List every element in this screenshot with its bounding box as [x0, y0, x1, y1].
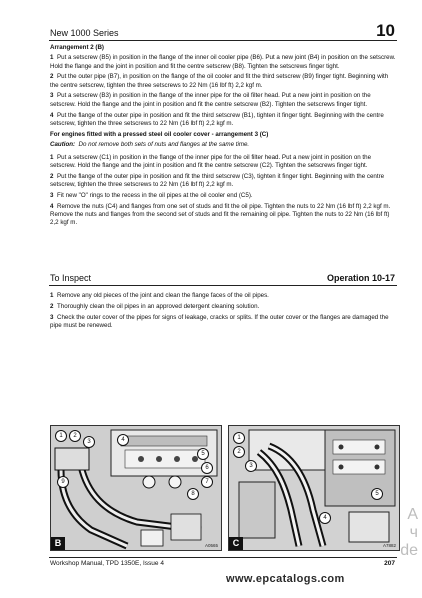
edge-char: de — [400, 542, 418, 559]
step-number: 3 — [50, 191, 54, 199]
operation-number: Operation 10-17 — [326, 273, 395, 283]
caution-label: Caution: — [50, 141, 76, 149]
step-number: 4 — [50, 202, 54, 210]
step-b4 — [50, 112, 398, 129]
step-text: Put the flange of the outer pipe in position and fit the third setscrew (B1), tighten it finger tight. Beginning with the centre setscrew, tighten the three setscrews to 22 Nm (16 lbf ft) 2,2 kgf m. — [50, 111, 384, 127]
edge-char: A — [407, 506, 418, 523]
inspect-step-3 — [50, 314, 398, 331]
inspect-step-1 — [50, 292, 398, 300]
arrangement-section — [50, 44, 398, 230]
step-number: 3 — [50, 92, 54, 100]
step-number: 2 — [50, 302, 54, 310]
step-text: Put a setscrew (B5) in position in the flange of the inner oil cooler pipe (B6). Put a new joint (B4) in position on the setscrew. Hold the flange and the joint in position and fit the centre setscrew (B8). Tighten the setscrews finger tight. — [50, 54, 396, 70]
step-b3 — [50, 92, 398, 109]
step-c3 — [50, 192, 398, 200]
arrangement-c-title: For engines fitted with a pressed steel oil cooler cover - arrangement 3 (C) — [50, 131, 269, 139]
step-text: Put the outer pipe (B7), in position on the flange of the oil cooler and fit the third setscrew (B9) finger tight. Beginning with the centre setscrew, tighten the three setscrews to 22 Nm (16 lbf ft) 2,2 kgf m. — [50, 73, 389, 89]
step-number: 3 — [50, 313, 54, 321]
step-b1 — [50, 54, 398, 71]
watermark-edge — [400, 506, 418, 560]
step-text: Check the outer cover of the pipes for signs of leakage, cracks or splits. If the outer cover or the flanges are damaged the pipe must be renewed. — [50, 313, 389, 329]
caution-note — [50, 141, 398, 149]
callout: 1 — [55, 430, 67, 442]
callout: 3 — [245, 460, 257, 472]
callout: 4 — [319, 512, 331, 524]
watermark-url: www.epcatalogs.com — [226, 573, 345, 585]
callout: 4 — [117, 434, 129, 446]
step-c2 — [50, 173, 398, 190]
callout: 6 — [201, 462, 213, 474]
edge-char: ч — [409, 524, 418, 541]
step-number: 1 — [50, 54, 54, 62]
caution-text: Do not remove both sets of nuts and flanges at the same time. — [78, 141, 250, 149]
figure-letter-badge: C — [229, 537, 243, 550]
step-text: Put a setscrew (C1) in position in the flange of the inner pipe for the oil filter head. Put a new joint in position on the setscrew. Hold the flange and the joint in position and fit the centre setscrew (C2). Tighten the setscrews finger tight. — [50, 153, 372, 170]
step-number: 1 — [50, 153, 54, 161]
callout: 8 — [187, 488, 199, 500]
callout: 9 — [57, 476, 69, 488]
callout: 5 — [371, 488, 383, 500]
step-c4 — [50, 203, 398, 228]
inspect-step-2 — [50, 303, 398, 311]
step-b2 — [50, 73, 398, 90]
step-number: 2 — [50, 73, 54, 81]
step-text: Put a setscrew (B3) in position in the flange of the inner pipe for the oil filter head. Put a new joint in position on the setscrew. Hold the flange and the joint in position and fit the centre setscrew (B2). Tighten the setscrews finger tight. — [50, 92, 371, 108]
figure-code: A0565 — [204, 543, 218, 548]
footer-rule — [49, 557, 397, 558]
callout: 7 — [201, 476, 213, 488]
inspect-section — [50, 292, 398, 333]
arrangement-b-title: Arrangement 2 (B) — [50, 44, 104, 51]
step-number: 4 — [50, 111, 54, 119]
callout: 3 — [83, 436, 95, 448]
step-text: Remove any old pieces of the joint and clean the flange faces of the oil pipes. — [57, 292, 269, 299]
callout: 1 — [233, 432, 245, 444]
page-number: 207 — [384, 560, 395, 567]
step-number: 2 — [50, 172, 54, 180]
step-text: Thoroughly clean the oil pipes in an approved detergent cleaning solution. — [57, 302, 260, 310]
callout: 2 — [69, 430, 81, 442]
figure-c-oil-cooler-pipes — [228, 425, 400, 551]
figure-b-oil-cooler-pipes — [50, 425, 222, 551]
series-title: New 1000 Series — [50, 28, 119, 38]
callout: 5 — [197, 448, 209, 460]
step-text: Put the flange of the outer pipe in position and fit the third setscrew (C3), tighten it finger tight. Beginning with the centre setscrew, tighten the three setscrews to 22 Nm (16 lbf ft) 2,2 kgf m. — [50, 172, 385, 189]
step-number: 1 — [50, 292, 54, 299]
step-c1 — [50, 154, 398, 171]
step-text: Remove the nuts (C4) and flanges from one set of studs and fit the oil pipe. Tighten the nuts to 22 Nm (16 lbf ft) 2,2 kgf m. Remove the nuts and flanges from the second set of studs and fit the remaining oil pipe. Tighten the nuts to 22 Nm (16 lbf ft) 2,2 kgf m. — [50, 202, 391, 227]
inspect-title: To Inspect — [50, 273, 92, 283]
section-rule — [49, 285, 397, 286]
step-text: Fit new "O" rings to the recess in the oil pipes at the oil cooler end (C5). — [57, 191, 253, 199]
header-rule — [49, 40, 397, 41]
callout: 2 — [233, 446, 245, 458]
chapter-number: 10 — [376, 21, 395, 40]
figure-code: A7882 — [382, 543, 396, 548]
figure-letter-badge: B — [51, 537, 65, 550]
footer-manual-title: Workshop Manual, TPD 1350E, Issue 4 — [50, 560, 164, 567]
